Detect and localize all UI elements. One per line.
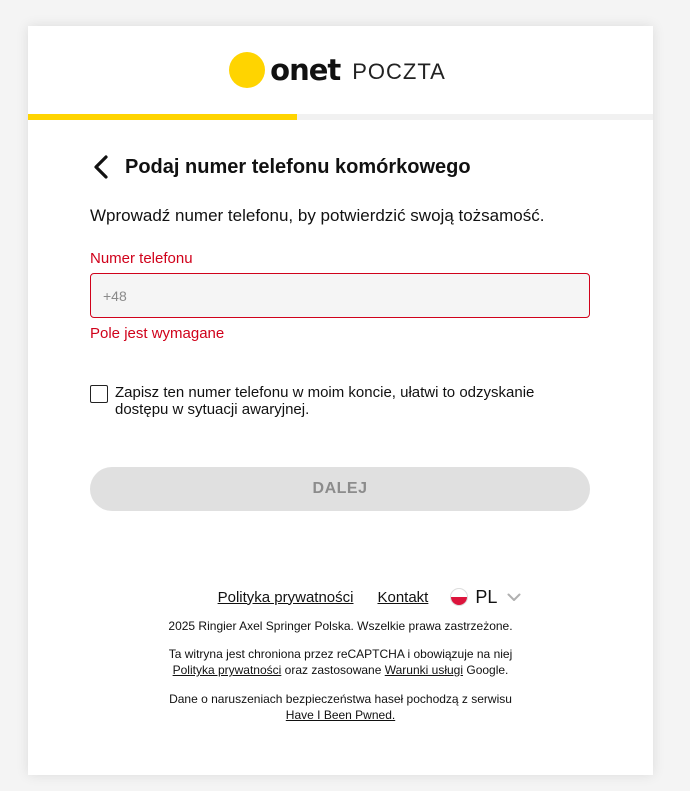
phone-error-message: Pole jest wymagane [90,325,225,342]
pwned-notice [166,691,516,723]
next-button[interactable]: DALEJ [90,467,590,511]
progress-bar-fill [28,114,297,120]
recaptcha-notice [166,646,516,678]
pwned-text: Dane o naruszeniach bezpieczeństwa haseł pochodzą z serwisu [169,692,512,706]
save-phone-row [90,384,591,418]
recaptcha-text-2: oraz zastosowane [284,663,382,677]
poland-flag-icon [450,588,468,606]
chevron-left-icon[interactable] [90,154,112,180]
page-title: Podaj numer telefonu komórkowego [125,155,471,178]
copyright-text: 2025 Ringier Axel Springer Polska. Wszelkie prawa zastrzeżone. [168,619,513,633]
onet-dot-icon [229,52,265,88]
logo-word: onet [270,53,341,87]
save-phone-label[interactable]: Zapisz ten numer telefonu w moim koncie, ułatwi to odzyskanie dostępu w sytuacji awaryjnej. [115,384,535,418]
language-code: PL [475,586,498,607]
privacy-policy-link[interactable]: Polityka prywatności [217,588,354,606]
title-row [90,152,591,182]
recaptcha-terms-link[interactable]: Warunki usługi [384,663,464,677]
logo-product: POCZTA [352,59,446,84]
recaptcha-text-1: Ta witryna jest chroniona przez reCAPTCHA i obowiązuje na niej [168,647,513,661]
progress-bar [28,114,653,120]
onet-poczta-logo[interactable] [229,52,446,88]
header [28,26,653,114]
contact-link[interactable]: Kontakt [377,588,429,606]
recaptcha-privacy-link[interactable]: Polityka prywatności [172,663,282,677]
phone-label: Numer telefonu [90,250,193,267]
recaptcha-text-3: Google. [466,663,509,677]
chevron-down-icon [507,593,521,602]
footer [90,585,591,723]
language-selector[interactable] [450,587,521,608]
save-phone-checkbox[interactable] [90,385,108,403]
footer-links [113,585,614,609]
description-text: Wprowadź numer telefonu, by potwierdzić swoją tożsamość. [90,206,545,225]
login-card [28,26,653,775]
have-i-been-pwned-link[interactable]: Have I Been Pwned. [285,708,396,722]
phone-input[interactable] [90,273,590,318]
form-content [28,152,653,723]
